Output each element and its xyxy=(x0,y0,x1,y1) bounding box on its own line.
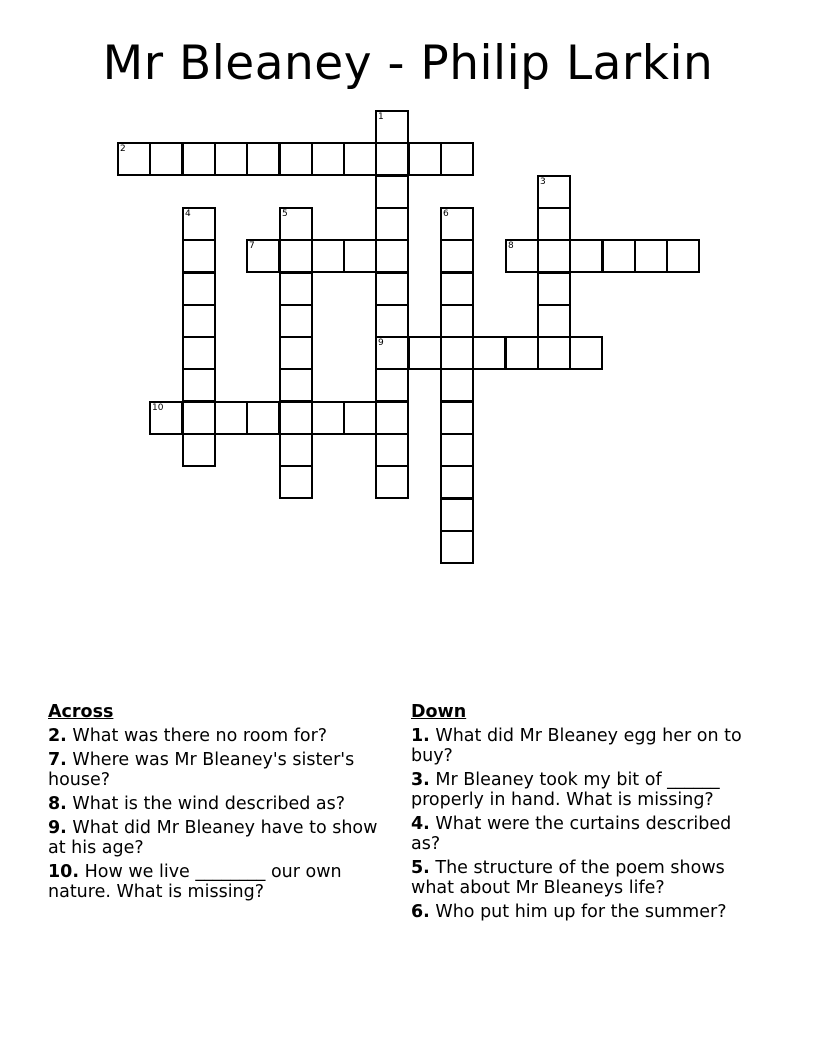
crossword-cell[interactable] xyxy=(311,239,345,273)
crossword-cell[interactable] xyxy=(440,368,474,402)
crossword-cell[interactable] xyxy=(279,465,313,499)
cell-number: 7 xyxy=(249,241,255,251)
crossword-cell[interactable] xyxy=(375,433,409,467)
cell-number: 3 xyxy=(540,177,546,187)
clue-number: 10. xyxy=(48,862,80,882)
crossword-cell[interactable] xyxy=(214,401,248,435)
clue-number: 7. xyxy=(48,750,67,770)
cell-number: 10 xyxy=(152,403,164,413)
crossword-cell[interactable] xyxy=(440,465,474,499)
crossword-cell[interactable] xyxy=(182,142,216,176)
crossword-cell[interactable] xyxy=(182,401,216,435)
crossword-cell[interactable] xyxy=(375,368,409,402)
crossword-cell[interactable] xyxy=(440,336,474,370)
crossword-cell[interactable] xyxy=(375,110,409,144)
crossword-cell[interactable] xyxy=(343,401,377,435)
crossword-cell[interactable] xyxy=(279,207,313,241)
cell-number: 8 xyxy=(508,241,514,251)
crossword-cell[interactable] xyxy=(440,207,474,241)
crossword-cell[interactable] xyxy=(182,207,216,241)
cell-number: 5 xyxy=(282,209,288,219)
down-clues xyxy=(411,702,751,926)
clue-number: 1. xyxy=(411,726,430,746)
crossword-cell[interactable] xyxy=(246,401,280,435)
crossword-cell[interactable] xyxy=(634,239,668,273)
across-heading: Across xyxy=(48,702,114,722)
cell-number: 2 xyxy=(120,144,126,154)
crossword-cell[interactable] xyxy=(279,304,313,338)
crossword-cell[interactable] xyxy=(537,207,571,241)
across-clue xyxy=(48,726,378,746)
down-clue xyxy=(411,726,751,766)
crossword-cell[interactable] xyxy=(279,401,313,435)
crossword-cell[interactable] xyxy=(408,142,442,176)
down-clue xyxy=(411,814,751,854)
crossword-cell[interactable] xyxy=(182,368,216,402)
cell-number: 9 xyxy=(378,338,384,348)
clue-text: What is the wind described as? xyxy=(72,794,346,814)
crossword-cell[interactable] xyxy=(279,336,313,370)
crossword-cell[interactable] xyxy=(375,401,409,435)
down-clue xyxy=(411,770,751,810)
crossword-cell[interactable] xyxy=(375,304,409,338)
crossword-cell[interactable] xyxy=(343,239,377,273)
crossword-cell[interactable] xyxy=(375,272,409,306)
crossword-cell[interactable] xyxy=(537,304,571,338)
crossword-cell[interactable] xyxy=(666,239,700,273)
cell-number: 6 xyxy=(443,209,449,219)
crossword-cell[interactable] xyxy=(537,336,571,370)
crossword-cell[interactable] xyxy=(375,142,409,176)
crossword-cell[interactable] xyxy=(569,239,603,273)
crossword-cell[interactable] xyxy=(440,433,474,467)
clue-text: What did Mr Bleaney have to show at his age? xyxy=(48,818,378,858)
crossword-cell[interactable] xyxy=(246,239,280,273)
crossword-cell[interactable] xyxy=(537,239,571,273)
clue-number: 2. xyxy=(48,726,67,746)
clue-text: What did Mr Bleaney egg her on to buy? xyxy=(411,726,742,766)
clue-number: 5. xyxy=(411,858,430,878)
clue-number: 8. xyxy=(48,794,67,814)
across-clue xyxy=(48,750,378,790)
crossword-cell[interactable] xyxy=(279,433,313,467)
clue-text: The structure of the poem shows what about Mr Bleaneys life? xyxy=(411,858,725,898)
crossword-cell[interactable] xyxy=(408,336,442,370)
across-clues xyxy=(48,702,378,906)
clue-text: Where was Mr Bleaney's sister's house? xyxy=(48,750,355,790)
crossword-cell[interactable] xyxy=(246,142,280,176)
clue-text: What was there no room for? xyxy=(72,726,328,746)
clue-text: Mr Bleaney took my bit of ______ properly in hand. What is missing? xyxy=(411,770,720,810)
crossword-cell[interactable] xyxy=(440,239,474,273)
down-clue xyxy=(411,902,751,922)
crossword-cell[interactable] xyxy=(182,272,216,306)
clue-number: 3. xyxy=(411,770,430,790)
page-title: Mr Bleaney - Philip Larkin xyxy=(102,36,714,91)
cell-number: 1 xyxy=(378,112,384,122)
crossword-cell[interactable] xyxy=(214,142,248,176)
crossword-cell[interactable] xyxy=(537,175,571,209)
crossword-cell[interactable] xyxy=(182,336,216,370)
clue-number: 6. xyxy=(411,902,430,922)
crossword-cell[interactable] xyxy=(149,142,183,176)
crossword-cell[interactable] xyxy=(375,239,409,273)
crossword-cell[interactable] xyxy=(537,272,571,306)
crossword-cell[interactable] xyxy=(375,465,409,499)
crossword-cell[interactable] xyxy=(472,336,506,370)
crossword-cell[interactable] xyxy=(440,530,474,564)
crossword-cell[interactable] xyxy=(182,304,216,338)
crossword-cell[interactable] xyxy=(311,401,345,435)
cell-number: 4 xyxy=(185,209,191,219)
crossword-cell[interactable] xyxy=(602,239,636,273)
crossword-cell[interactable] xyxy=(440,304,474,338)
clue-text: What were the curtains described as? xyxy=(411,814,732,854)
clue-number: 9. xyxy=(48,818,67,838)
across-clue xyxy=(48,794,378,814)
across-clue xyxy=(48,862,378,902)
crossword-cell[interactable] xyxy=(279,272,313,306)
crossword-cell[interactable] xyxy=(117,142,151,176)
down-clue xyxy=(411,858,751,898)
crossword-cell[interactable] xyxy=(505,336,539,370)
clue-text: Who put him up for the summer? xyxy=(435,902,727,922)
crossword-cell[interactable] xyxy=(149,401,183,435)
crossword-cell[interactable] xyxy=(343,142,377,176)
crossword-cell[interactable] xyxy=(569,336,603,370)
crossword-cell[interactable] xyxy=(182,239,216,273)
crossword-cell[interactable] xyxy=(375,175,409,209)
crossword-cell[interactable] xyxy=(505,239,539,273)
crossword-cell[interactable] xyxy=(375,336,409,370)
crossword-cell[interactable] xyxy=(279,368,313,402)
crossword-cell[interactable] xyxy=(311,142,345,176)
down-heading: Down xyxy=(411,702,467,722)
crossword-cell[interactable] xyxy=(279,142,313,176)
crossword-cell[interactable] xyxy=(182,433,216,467)
crossword-cell[interactable] xyxy=(375,207,409,241)
crossword-cell[interactable] xyxy=(440,401,474,435)
across-clue xyxy=(48,818,378,858)
clue-text: How we live ________ our own nature. What is missing? xyxy=(48,862,342,902)
crossword-cell[interactable] xyxy=(440,142,474,176)
crossword-cell[interactable] xyxy=(440,498,474,532)
clue-number: 4. xyxy=(411,814,430,834)
crossword-cell[interactable] xyxy=(279,239,313,273)
crossword-cell[interactable] xyxy=(440,272,474,306)
